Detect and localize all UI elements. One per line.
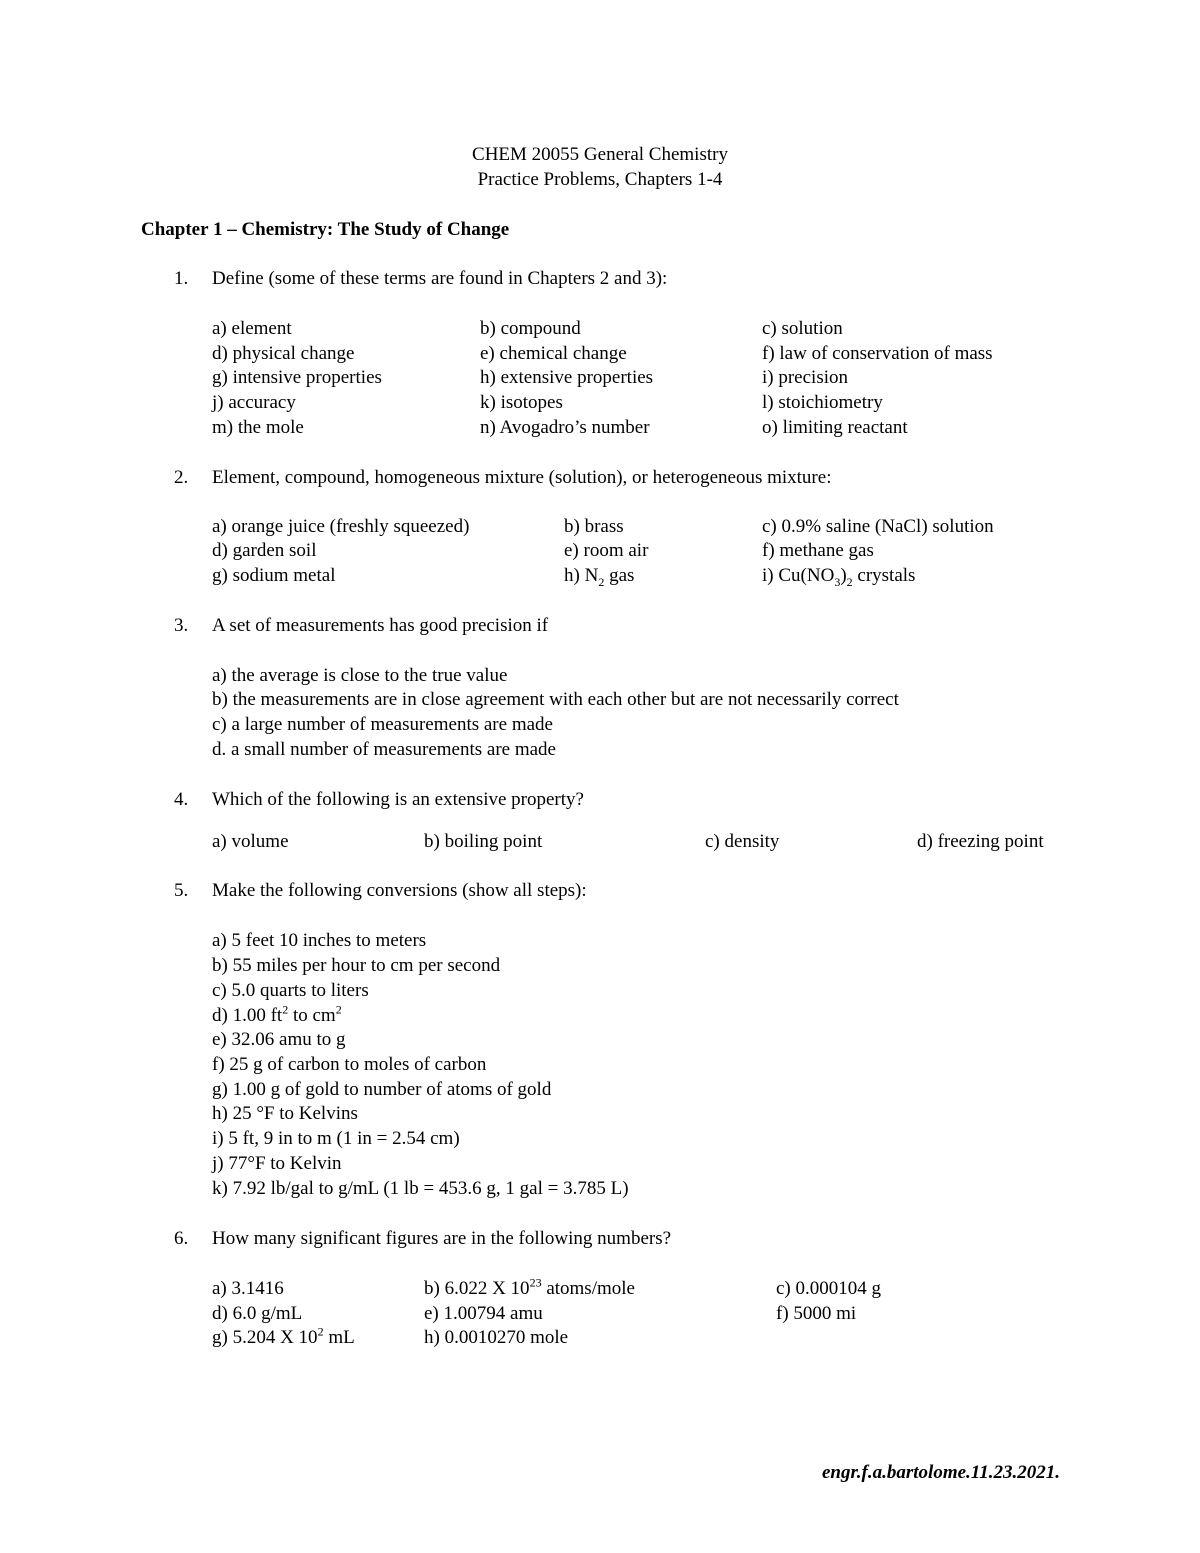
q6-item-f: f) 5000 mi (776, 1303, 857, 1324)
q5-item-k: k) 7.92 lb/gal to g/mL (1 lb = 453.6 g, 1 gal = 3.785 L) (212, 1178, 629, 1199)
q6-item-g (212, 1326, 355, 1351)
q1-item-h: h) extensive properties (480, 367, 654, 388)
author-signature: engr.f.a.bartolome.11.23.2021. (821, 1462, 1060, 1483)
q6-item-b (424, 1277, 635, 1302)
q2-item-g: g) sodium metal (212, 565, 336, 586)
q5-item-j: j) 77°F to Kelvin (212, 1153, 342, 1174)
question-1-number: 1. (174, 268, 189, 289)
course-title: CHEM 20055 General Chemistry (472, 144, 728, 165)
q1-item-f: f) law of conservation of mass (762, 343, 993, 364)
q3-option-a: a) the average is close to the true value (212, 665, 508, 686)
q1-item-c: c) solution (762, 318, 843, 339)
q1-item-j: j) accuracy (212, 392, 296, 413)
q4-option-a: a) volume (212, 831, 289, 852)
q6-item-d: d) 6.0 g/mL (212, 1303, 303, 1324)
q6-item-h: h) 0.0010270 mole (424, 1327, 569, 1348)
q1-item-k: k) isotopes (480, 392, 563, 413)
q5-item-d-superscript-2: 2 (335, 1002, 342, 1017)
q6-item-b-suffix: atoms/mole (541, 1278, 635, 1299)
q5-item-d (212, 1004, 342, 1029)
q1-item-d: d) physical change (212, 343, 355, 364)
q1-item-o: o) limiting reactant (762, 417, 908, 438)
q6-item-a: a) 3.1416 (212, 1278, 284, 1299)
question-5-number: 5. (174, 880, 189, 901)
q1-item-l: l) stoichiometry (762, 392, 883, 413)
q2-item-d: d) garden soil (212, 540, 317, 561)
q3-option-d: d. a small number of measurements are made (212, 739, 556, 760)
q2-item-f: f) methane gas (762, 540, 874, 561)
q6-item-b-text: b) 6.022 X 10 (424, 1278, 530, 1299)
q1-item-a: a) element (212, 318, 292, 339)
document-subtitle: Practice Problems, Chapters 1-4 (477, 169, 723, 190)
q1-item-b: b) compound (480, 318, 581, 339)
q6-item-c: c) 0.000104 g (776, 1278, 882, 1299)
q2-item-h-suffix: gas (604, 565, 635, 586)
q2-item-i (762, 564, 915, 589)
question-4-prompt: Which of the following is an extensive property? (212, 789, 584, 810)
q5-item-a: a) 5 feet 10 inches to meters (212, 930, 427, 951)
q6-item-b-superscript: 23 (529, 1275, 542, 1290)
q3-option-b: b) the measurements are in close agreement with each other but are not necessarily correct (212, 689, 899, 710)
q2-item-a: a) orange juice (freshly squeezed) (212, 516, 470, 537)
q5-item-i: i) 5 ft, 9 in to m (1 in = 2.54 cm) (212, 1128, 460, 1149)
q6-item-g-suffix: mL (323, 1327, 355, 1348)
q3-option-c: c) a large number of measurements are made (212, 714, 553, 735)
q1-item-g: g) intensive properties (212, 367, 382, 388)
question-5-prompt: Make the following conversions (show all steps): (212, 880, 587, 901)
q6-item-g-superscript: 2 (317, 1324, 324, 1339)
question-2-prompt: Element, compound, homogeneous mixture (solution), or heterogeneous mixture: (212, 467, 832, 488)
q5-item-h: h) 25 °F to Kelvins (212, 1103, 358, 1124)
question-6-prompt: How many significant figures are in the following numbers? (212, 1228, 672, 1249)
question-3-number: 3. (174, 615, 189, 636)
q2-item-b: b) brass (564, 516, 624, 537)
question-6-number: 6. (174, 1228, 189, 1249)
q2-item-i-subscript-1: 3 (834, 574, 841, 589)
question-2-number: 2. (174, 467, 189, 488)
q4-option-b: b) boiling point (424, 831, 543, 852)
q2-item-i-subscript-2: 2 (846, 574, 853, 589)
q4-option-d: d) freezing point (917, 831, 1044, 852)
q2-item-h-text: h) N (564, 565, 599, 586)
q5-item-d-mid: to cm (288, 1005, 336, 1026)
q2-item-i-mid: ) (840, 565, 847, 586)
chapter-heading: Chapter 1 – Chemistry: The Study of Change (141, 219, 510, 240)
q2-item-i-suffix: crystals (852, 565, 916, 586)
q2-item-i-text: i) Cu(NO (762, 565, 835, 586)
q2-item-e: e) room air (564, 540, 649, 561)
q2-item-h (564, 564, 634, 589)
q5-item-b: b) 55 miles per hour to cm per second (212, 955, 501, 976)
q5-item-g: g) 1.00 g of gold to number of atoms of gold (212, 1079, 552, 1100)
q1-item-e: e) chemical change (480, 343, 627, 364)
q4-option-c: c) density (705, 831, 780, 852)
question-4-number: 4. (174, 789, 189, 810)
q5-item-f: f) 25 g of carbon to moles of carbon (212, 1054, 487, 1075)
q2-item-c: c) 0.9% saline (NaCl) solution (762, 516, 994, 537)
q6-item-g-text: g) 5.204 X 10 (212, 1327, 318, 1348)
q5-item-c: c) 5.0 quarts to liters (212, 980, 369, 1001)
question-1-prompt: Define (some of these terms are found in Chapters 2 and 3): (212, 268, 668, 289)
q5-item-e: e) 32.06 amu to g (212, 1029, 346, 1050)
q5-item-d-text: d) 1.00 ft (212, 1005, 283, 1026)
q5-item-d-superscript-1: 2 (282, 1002, 289, 1017)
q2-item-h-subscript: 2 (598, 574, 605, 589)
q1-item-n: n) Avogadro’s number (480, 417, 650, 438)
q6-item-e: e) 1.00794 amu (424, 1303, 543, 1324)
question-3-prompt: A set of measurements has good precision if (212, 615, 549, 636)
q1-item-m: m) the mole (212, 417, 304, 438)
q1-item-i: i) precision (762, 367, 849, 388)
